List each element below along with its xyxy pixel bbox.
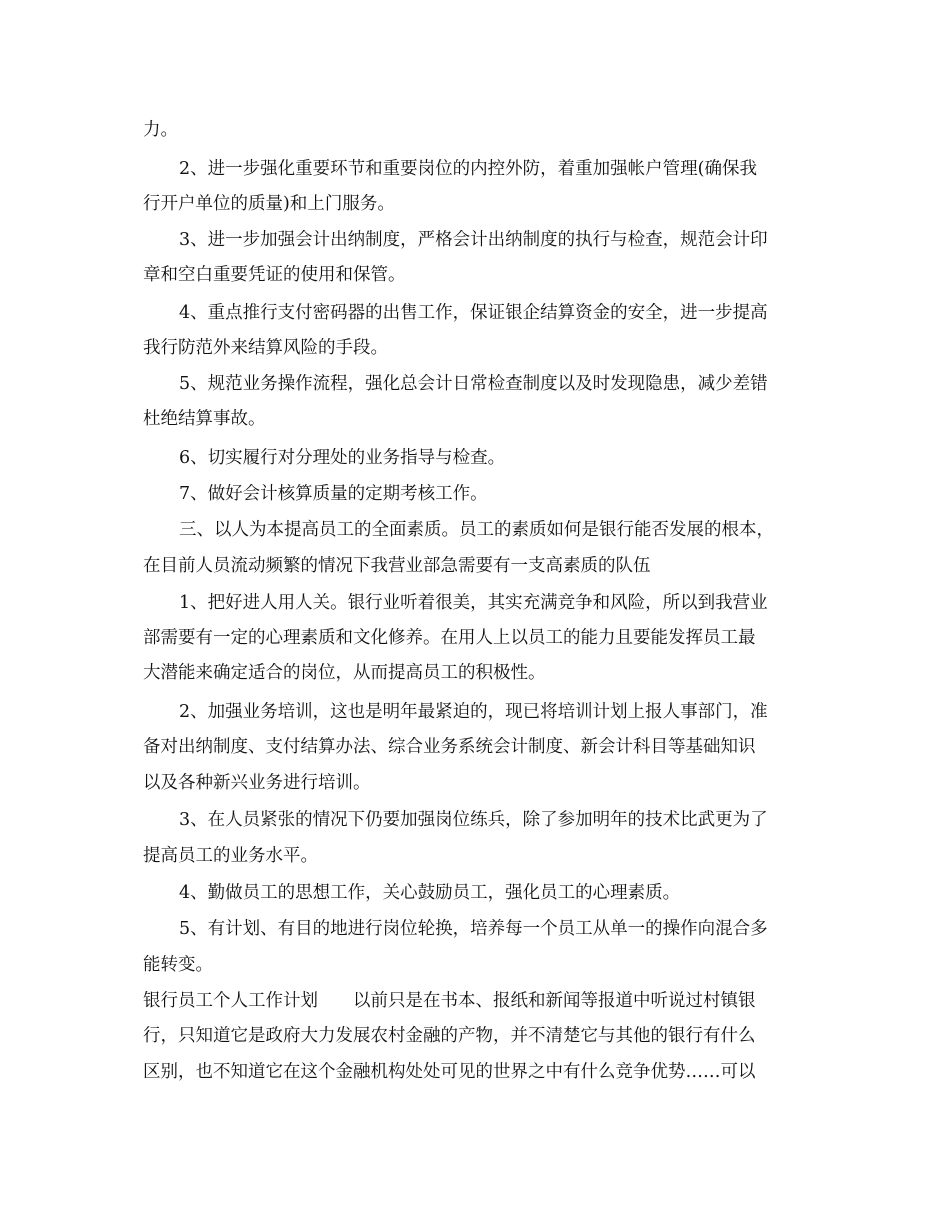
paragraph-line: 力。: [143, 120, 178, 140]
paragraph-line: 能转变。: [143, 955, 213, 975]
paragraph-line: 备对出纳制度、支付结算办法、综合业务系统会计制度、新会计科目等基础知识: [143, 737, 756, 757]
paragraph-line: 5、规范业务操作流程，强化总会计日常检查制度以及时发现隐患，减少差错: [179, 374, 768, 394]
paragraph-line: 三、以人为本提高员工的全面素质。员工的素质如何是银行能否发展的根本，: [179, 520, 774, 540]
paragraph-line: 5、有计划、有目的地进行岗位轮换，培养每一个员工从单一的操作向混合多: [179, 919, 768, 939]
paragraph-line: 我行防范外来结算风险的手段。: [143, 338, 388, 358]
paragraph-line: 行开户单位的质量)和上门服务。: [143, 194, 395, 214]
paragraph-line: 4、勤做员工的思想工作，关心鼓励员工，强化员工的心理素质。: [179, 883, 681, 903]
paragraph-line: 1、把好进人用人关。银行业听着很美，其实充满竞争和风险，所以到我营业: [179, 593, 768, 613]
paragraph-line: 行，只知道它是政府大力发展农村金融的产物，并不清楚它与其他的银行有什么: [143, 1026, 756, 1046]
paragraph-line: 3、进一步加强会计出纳制度，严格会计出纳制度的执行与检查，规范会计印: [179, 230, 768, 250]
paragraph-line: 4、重点推行支付密码器的出售工作，保证银企结算资金的安全，进一步提高: [179, 303, 768, 323]
paragraph-line: 大潜能来确定适合的岗位，从而提高员工的积极性。: [143, 663, 546, 683]
paragraph-line: 7、做好会计核算质量的定期考核工作。: [179, 484, 488, 504]
paragraph-line: 部需要有一定的心理素质和文化修养。在用人上以员工的能力且要能发挥员工最: [143, 628, 756, 648]
paragraph-line: 章和空白重要凭证的使用和保管。: [143, 265, 406, 285]
paragraph-line: 2、进一步强化重要环节和重要岗位的内控外防，着重加强帐户管理(确保我: [179, 159, 757, 179]
paragraph-line: 2、加强业务培训，这也是明年最紧迫的，现已将培训计划上报人事部门，准: [179, 702, 768, 722]
paragraph-line: 在目前人员流动频繁的情况下我营业部急需要有一支高素质的队伍: [143, 556, 651, 576]
paragraph-line: 提高员工的业务水平。: [143, 846, 318, 866]
paragraph-line: 银行员工个人工作计划 以前只是在书本、报纸和新闻等报道中听说过村镇银: [143, 991, 756, 1011]
paragraph-line: 6、切实履行对分理处的业务指导与检查。: [179, 448, 506, 468]
paragraph-line: 区别，也不知道它在这个金融机构处处可见的世界之中有什么竞争优势……可以: [143, 1062, 756, 1082]
paragraph-line: 3、在人员紧张的情况下仍要加强岗位练兵，除了参加明年的技术比武更为了: [179, 810, 768, 830]
paragraph-line: 杜绝结算事故。: [143, 409, 266, 429]
paragraph-line: 以及各种新兴业务进行培训。: [143, 773, 371, 793]
